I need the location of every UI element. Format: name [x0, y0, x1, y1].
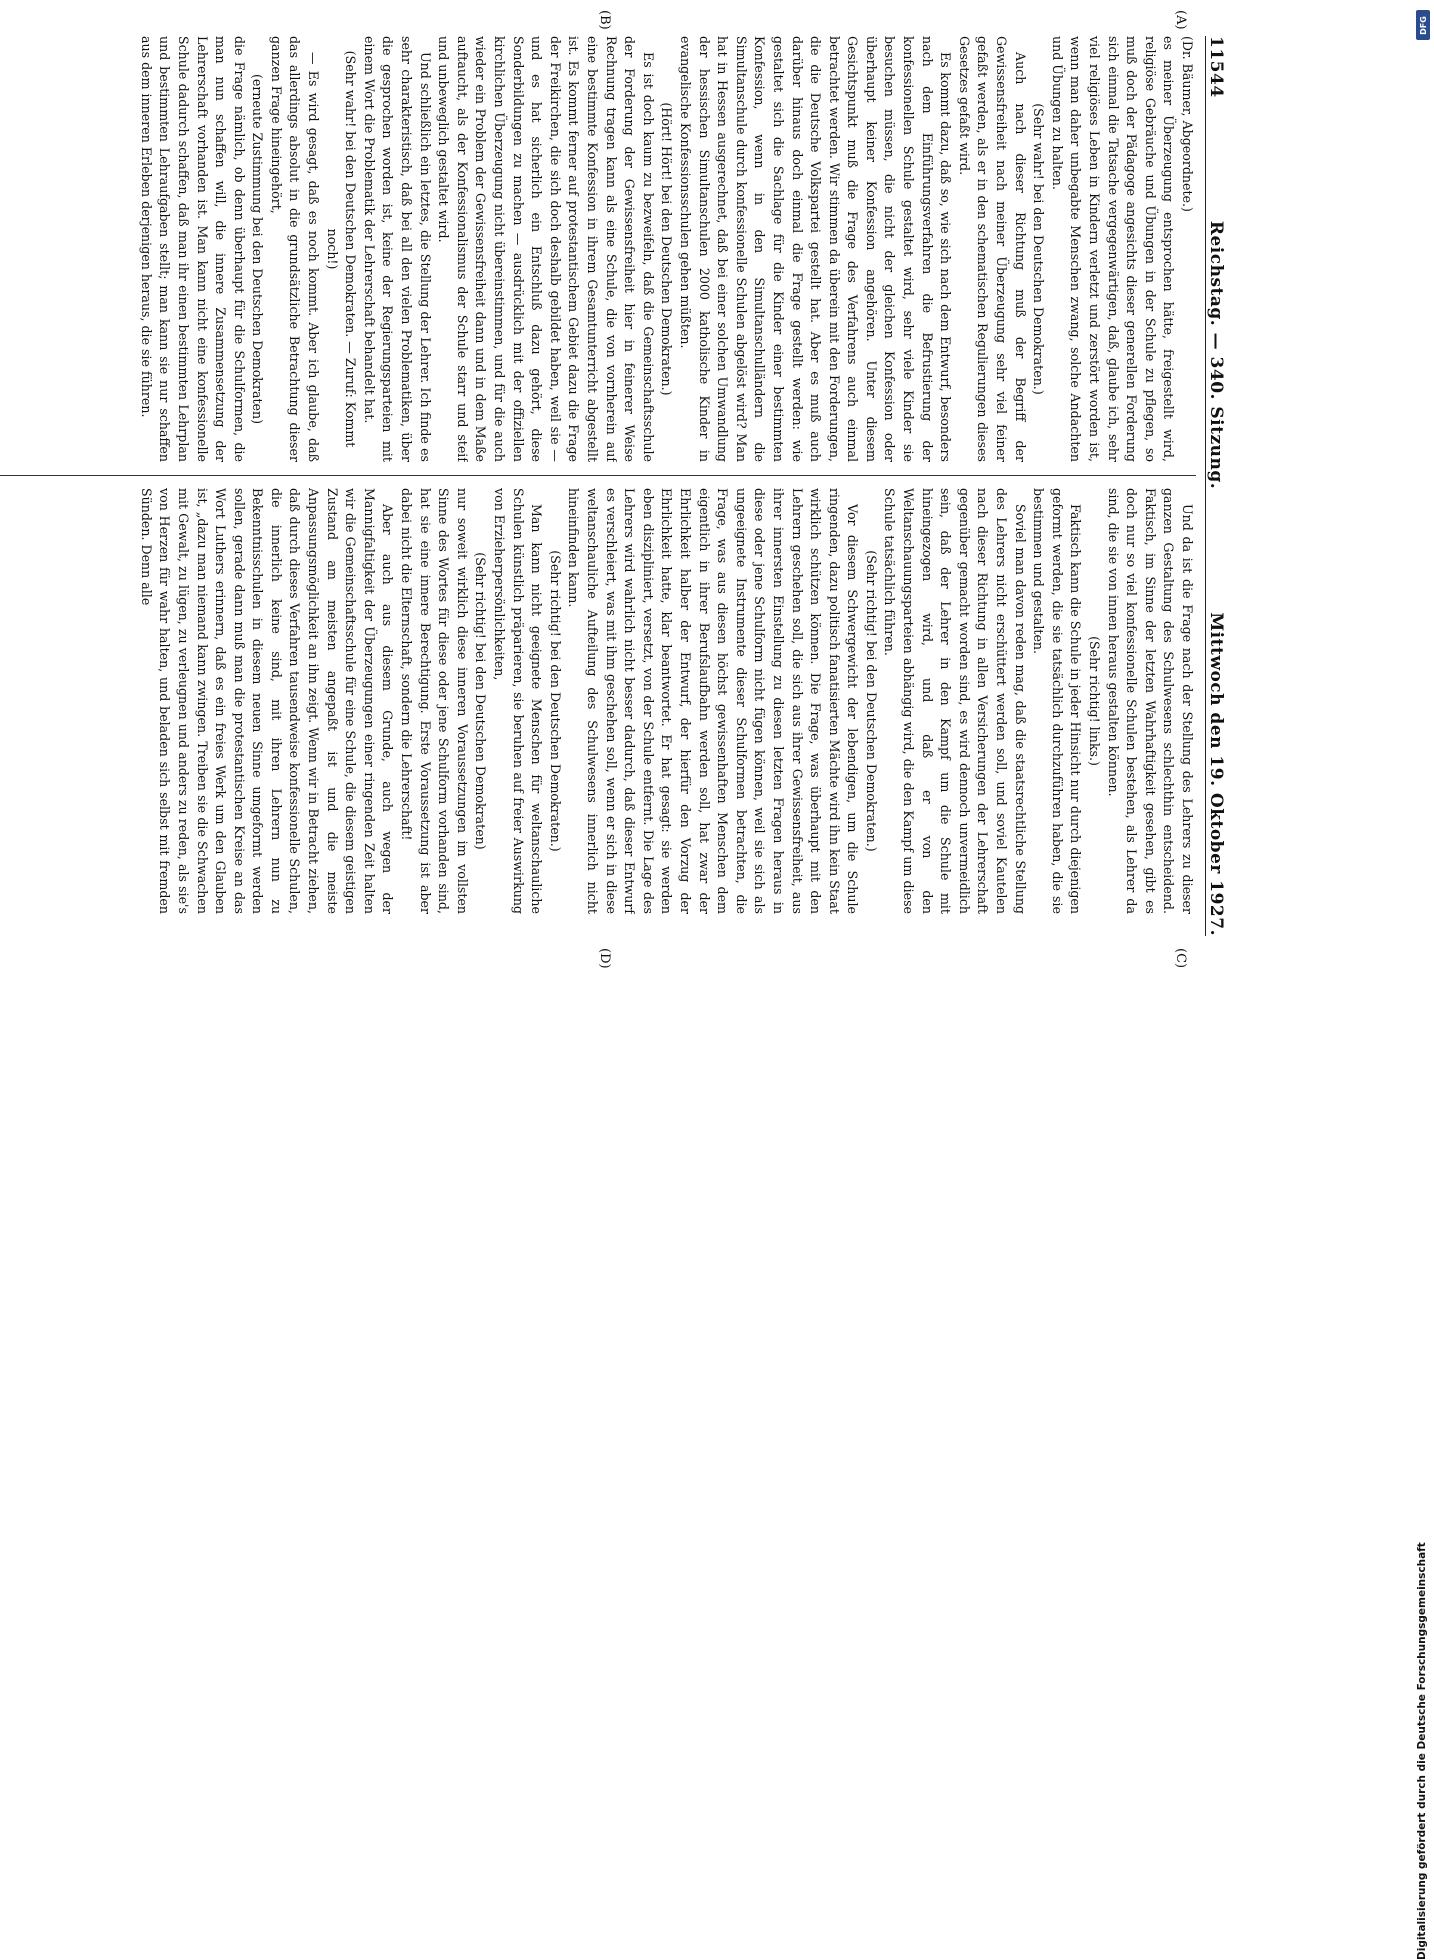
dfg-logo-text: DFG	[1418, 15, 1428, 35]
paragraph: Es kommt dazu, daß so, wie sich nach dem Entwurf, besonders nach dem Einführungsverfahren die Befrustierung der konfessionellen Schule gestaltet wird, sehr viele Kinder sie besuchen müssen, die nicht der gleichen Konfession oder überhaupt keiner Konfession angehören. Unter diesem Gesichtspunkt muß die Frage des Verfahrens auch einmal betrachtet werden. Wir stimmen da überein mit den Forderungen, die die Deutsche Volkspartei gestellt hat. Aber es muß auch darüber hinaus doch einmal die Frage gestellt werden: wie gestaltet sich die Sachlage für die Kinder einer bestimmten Konfession, wenn in den Simultanschulländern die Simultanschule durch konfessionelle Schulen abgelöst wird? Man hat in Hessen ausgerechnet, daß bei einer solchen Umwandlung der hessischen Simultanschulen 2000 katholische Kinder in evangelische Konfessionsschulen gehen müßten.	[677, 36, 954, 462]
digitization-note	[1414, 8, 1430, 1960]
right-column	[0, 488, 1196, 914]
paragraph: Und schließlich ein letztes, die Stellung der Lehrer. Ich finde es sehr charakteristisch, daß bei all den vielen Problematiken, über die gesprochen worden ist, keine der Regierungsparteien mit einem Wort die Problematik der Lehrerschaft behandelt hat.	[361, 36, 433, 462]
interjection: (Sehr richtig! bei den Deutschen Demokraten)	[473, 552, 489, 850]
paragraph: Auch nach dieser Richtung muß der Begriff der Gewissensfreiheit nach meiner Überzeugung sehr viel feiner gefaßt werden, als er in den schematischen Regulierungen dieses Gesetzes gefaßt wird.	[956, 36, 1028, 462]
interjection: (Sehr richtig! links.)	[1087, 636, 1103, 766]
speaker-note: (Dr. Bäumer, Abgeordnete.)	[1180, 36, 1195, 212]
interjection: (Sehr wahr! bei den Deutschen Demokraten. — Zuruf: Kommt noch!)	[324, 50, 359, 448]
paragraph: es meiner Überzeugung entsprochen hätte, freigestellt wird, religiöse Gebräuche und Übungen in der Schule zu pflegen, so muß doch der Pädagoge angesichts dieser generellen Forderung sich einmal die Tatsache vergegenwärtigen, daß, glaube ich, sehr viel religiöses Leben in Kindern verletzt und zerstört worden ist, wenn man daher unbegabte Menschen zwang, solche Andachten und Übungen zu halten.	[1049, 36, 1177, 462]
margin-mark-d: (D)	[597, 948, 612, 969]
paragraph: Man kann nicht geeignete Menschen für weltanschauliche Schulen künstlich präparieren, sie beruhen auf freier Auswirkung von Erzieherpersönlichkeiten,	[492, 488, 545, 914]
paragraph: Und da ist die Frage nach der Stellung des Lehrers zu dieser ganzen Gestaltung des Schulwesens schlechthin entscheidend. Faktisch, im Sinne der letzten Wahrhaftigkeit gesehen, gibt es doch nur so viel konfessionelle Schulen bestehen, als Lehrer da sind, die sie von innen heraus gestalten können.	[1105, 488, 1195, 914]
session-title: Reichstag. — 340. Sitzung.	[1206, 220, 1226, 490]
paragraph: Faktisch kann die Schule in jeder Hinsicht nur durch diejenigen geformt werden, die sie tatsächlich durchzuführen haben, die sie bestimmen und gestalten.	[1031, 488, 1084, 914]
left-column	[0, 36, 1196, 462]
page-number: 11544	[1206, 36, 1226, 98]
paragraph: — Es wird gesagt, daß es noch kommt. Aber ich glaube, daß das allerdings absolut in die grundsätzliche Betrachtung dieser ganzen Frage hineingehört,	[268, 36, 322, 462]
running-head	[1205, 36, 1240, 936]
paragraph: nur soweit wirklich diese inneren Voraussetzungen im vollsten Sinne des Wortes für diese oder jene Schulform vorhanden sind, hat sie eine innere Berechtigung. Erste Voraussetzung ist aber dabei nicht die Elternschaft, sondern die Lehrerschaft!	[399, 488, 470, 914]
interjection: (erneute Zustimmung bei den Deutschen Demokraten)	[250, 73, 266, 425]
interjection: (Sehr richtig! bei den Deutschen Demokraten.)	[547, 550, 563, 852]
session-date: Mittwoch den 19. Oktober 1927.	[1206, 612, 1226, 936]
paragraph: Vor diesem Schwergewicht der lebendigen, um die Schule ringenden, dazu politisch fanatisierten Mächte wird ihn kein Staat wirklich schützen können. Die Frage, was überhaupt mit den Lehrern geschehen soll, die sich aus ihrer Gewissensfreiheit, aus ihrer innersten Einstellung zu diesen letzten Fragen heraus in diese oder jene Schulform nicht fügen können, weil sie sich als ungeeignete Instrumente dieser Schulformen betrachten, die Frage, was aus diesen höchst gewissenhaften Menschen dem eigentlich in ihrer Berufslaufbahn werden soll, hat zwar der Ehrlichkeit halber der Entwurf, der hierfür den Vorzug der Ehrlichkeit hatte, klar beantwortet. Er hat gesagt: sie werden eben diszipliniert, versetzt, von der Schule entfernt. Die Lage des Lehrers wird wahrlich nicht besser dadurch, daß dieser Entwurf es verschleiert, was mit ihm geschehen soll, wenn er sich in diese weltanschauliche Aufteilung des Schulwesens innerlich nicht hineinfinden kann.	[566, 488, 861, 914]
paragraph: Aber auch aus diesem Grunde, auch wegen der Mannigfaltigkeit der Überzeugungen einer ringenden Zeit halten wir die Gemeinschaftsschule für eine Schule, die diesem geistigen Zustand am meisten angepaßt ist und die meiste Anpassungsmöglichkeit an ihn zeigt. Wenn wir in Betracht ziehen, daß durch dieses Verfahren tausendweise konfessionelle Schulen, die innerlich keine sind, mit ihren Lehrern nun zu Bekenntnisschulen in diesem neuen Sinne umgeformt werden sollen, gerade dann muß man die protestantischen Kreise an das Wort Luthers erinnern, daß es ein freies Werk um den Glauben ist, „dazu man niemand kann zwingen. Treiben sie die Schwachen mit Gewalt, zu lügen, zu verleugnen und anders zu reden, als sie's von Herzen für wahr halten, und beladen sich selbst mit fremden Sünden. Denn alle	[138, 488, 396, 914]
paragraph: Es ist doch kaum zu bezweifeln, daß die Gemeinschaftsschule der Forderung der Gewissensfreiheit hier in feinerer Weise Rechnung tragen kann als eine Schule, die von vornherein auf eine bestimmte Konfession in ihrem Gesamtunterricht abgestellt ist. Es kommt ferner auf protestantischem Gebiet dazu die Frage der Freikirchen, die sich doch deshalb gebildet haben, weil sie — und es hat sicherlich ein Entschluß dazu gehört, diese Sonderbildungen zu machen — ausdrücklich mit der offiziellen kirchlichen Überzeugung nicht übereinstimmen, und für die auch wieder ein Problem der Gewissensfreiheit dann und in dem Maße auftaucht, als der Konfessionalismus der Schule starr und steif und unbeweglich gestaltet wird.	[436, 36, 656, 462]
paragraph: die Frage nämlich, ob denn überhaupt für die Schulformen, die man nun schaffen will, die innere Zusammensetzung der Lehrerschaft vorhanden ist. Man kann nicht eine konfessionelle Schule dadurch schaffen, daß man ihr einen bestimmten Lehrplan und bestimmten Lehraufgaben stellt; man kann sie nur schaffen aus dem inneren Erleben derjenigen heraus, die sie führen.	[138, 36, 247, 462]
margin-mark-b: (B)	[597, 10, 612, 30]
paragraph: Soviel man davon reden mag, daß die staatsrechtliche Stellung des Lehrers nicht erschüttert werden soll, und soviel Kautelen nach dieser Richtung in allen Versicherungen der Lehrerschaft gegenüber gemacht worden sind, es wird dennoch unvermeidlich sein, daß der Lehrer in den Kampf um die Schule mit hineingezogen wird, und daß er von den Weltanschauungsparteien abhängig wird, die den Kampf um diese Schule tatsächlich führen.	[882, 488, 1028, 914]
interjection: (Hört! Hört! bei den Deutschen Demokraten.)	[659, 102, 675, 396]
interjection: (Sehr wahr! bei den Deutschen Demokraten.)	[1031, 103, 1047, 395]
column-divider	[0, 475, 1196, 476]
document-page	[0, 10, 1240, 969]
margin-mark-c: (C)	[1173, 948, 1188, 969]
margin-mark-a: (A)	[1173, 10, 1188, 30]
interjection: (Sehr richtig! bei den Deutschen Demokraten.)	[863, 550, 879, 852]
digitization-note-text: Digitalisierung gefördert durch die Deutsche Forschungsgemeinschaft	[1416, 1542, 1428, 1960]
